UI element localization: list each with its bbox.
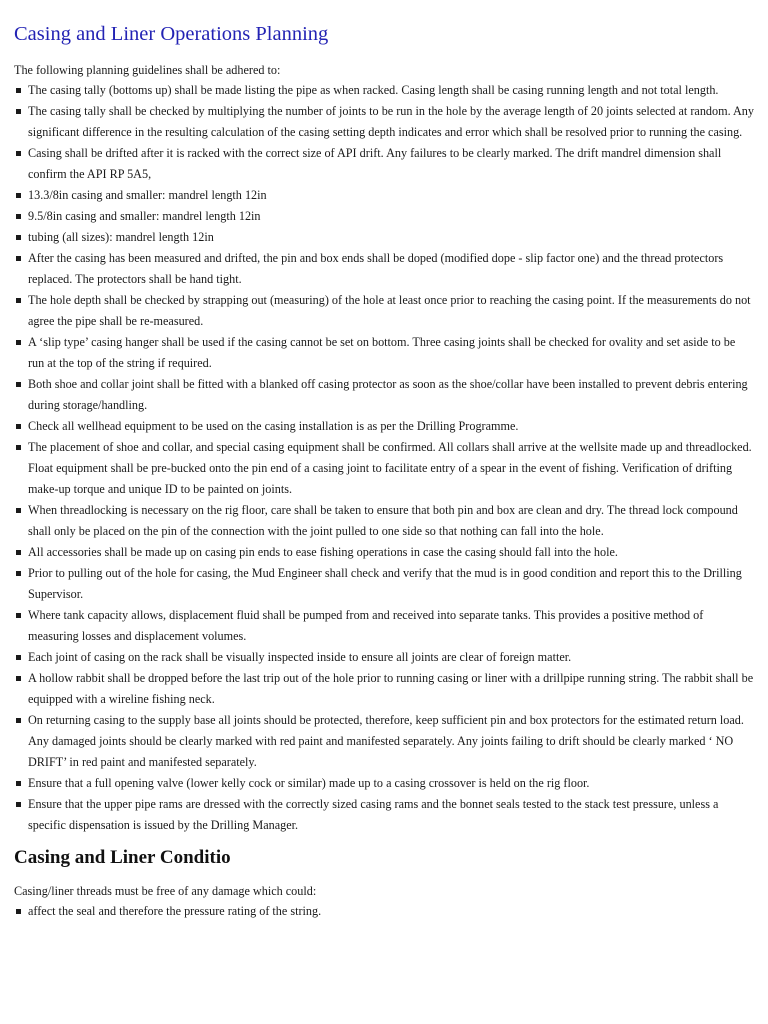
bullet-square-icon <box>16 235 21 240</box>
list-item: The hole depth shall be checked by strapping out (measuring) of the hole at least once prior to reaching the casing point. If the measurements do not agree the pipe shall be re-measured. <box>14 290 754 332</box>
bullet-square-icon <box>16 298 21 303</box>
mandrel-length-list <box>14 185 754 248</box>
list-item: On returning casing to the supply base all joints should be protected, therefore, keep sufficient pin and box protectors for the estimated return load. Any damaged joints should be clearly marked with red paint and manifested separately. Any joints failing to drift should be clearly marked ‘ NO DRIFT’ in red paint and manifested separately. <box>14 710 754 773</box>
list-item: Both shoe and collar joint shall be fitted with a blanked off casing protector as soon as the shoe/collar have been installed to prevent debris entering during storage/handling. <box>14 374 754 416</box>
bullet-square-icon <box>16 424 21 429</box>
list-item: Check all wellhead equipment to be used on the casing installation is as per the Drilling Programme. <box>14 416 754 437</box>
bullet-square-icon <box>16 193 21 198</box>
bullet-square-icon <box>16 781 21 786</box>
list-item: 13.3/8in casing and smaller: mandrel length 12in <box>14 185 754 206</box>
list-item: Ensure that a full opening valve (lower kelly cock or similar) made up to a casing crossover is held on the rig floor. <box>14 773 754 794</box>
guidelines-list-b <box>14 248 754 836</box>
bullet-square-icon <box>16 718 21 723</box>
bullet-square-icon <box>16 909 21 914</box>
list-item: 9.5/8in casing and smaller: mandrel length 12in <box>14 206 754 227</box>
bullet-square-icon <box>16 550 21 555</box>
list-item: A ‘slip type’ casing hanger shall be used if the casing cannot be set on bottom. Three casing joints shall be checked for ovality and set aside to be run at the top of the string if required. <box>14 332 754 374</box>
list-item: Where tank capacity allows, displacement fluid shall be pumped from and received into separate tanks. This provides a positive method of measuring losses and displacement volumes. <box>14 605 754 647</box>
section-intro-text: Casing/liner threads must be free of any damage which could: <box>14 884 317 898</box>
bullet-square-icon <box>16 88 21 93</box>
list-item: All accessories shall be made up on casing pin ends to ease fishing operations in case the casing should fall into the hole. <box>14 542 754 563</box>
bullet-square-icon <box>16 571 21 576</box>
bullet-square-icon <box>16 340 21 345</box>
bullet-square-icon <box>16 445 21 450</box>
list-item: tubing (all sizes): mandrel length 12in <box>14 227 754 248</box>
bullet-square-icon <box>16 676 21 681</box>
bullet-square-icon <box>16 214 21 219</box>
guidelines-list-a <box>14 80 754 185</box>
list-item: The placement of shoe and collar, and special casing equipment shall be confirmed. All collars shall arrive at the wellsite made up and threadlocked. Float equipment shall be pre-bucked onto the pin end of a casing joint to facilitate entry of a spear in the event of fishing. Verification of drifting make-up torque and unique ID to be painted on joints. <box>14 437 754 500</box>
list-item: Prior to pulling out of the hole for casing, the Mud Engineer shall check and verify that the mud is in good condition and report this to the Drilling Supervisor. <box>14 563 754 605</box>
bullet-square-icon <box>16 802 21 807</box>
page-title: Casing and Liner Operations Planning <box>14 23 329 45</box>
list-item: The casing tally (bottoms up) shall be made listing the pipe as when racked. Casing length shall be casing running length and not total length. <box>14 80 754 101</box>
bullet-square-icon <box>16 256 21 261</box>
list-item: When threadlocking is necessary on the rig floor, care shall be taken to ensure that both pin and box are clean and dry. The thread lock compound shall only be placed on the pin of the connection with the joint pulled to one side so that nothing can fall into the hole. <box>14 500 754 542</box>
intro-text: The following planning guidelines shall be adhered to: <box>14 63 281 77</box>
bullet-square-icon <box>16 655 21 660</box>
bullet-square-icon <box>16 613 21 618</box>
bullet-square-icon <box>16 508 21 513</box>
bullet-square-icon <box>16 382 21 387</box>
thread-damage-list <box>14 901 754 922</box>
bullet-square-icon <box>16 109 21 114</box>
list-item: A hollow rabbit shall be dropped before the last trip out of the hole prior to running casing or liner with a drillpipe running string. The rabbit shall be equipped with a wireline fishing neck. <box>14 668 754 710</box>
list-item: Casing shall be drifted after it is racked with the correct size of API drift. Any failures to be clearly marked. The drift mandrel dimension shall confirm the API RP 5A5, <box>14 143 754 185</box>
section-heading: Casing and Liner Conditio <box>14 847 231 868</box>
bullet-square-icon <box>16 151 21 156</box>
list-item: After the casing has been measured and drifted, the pin and box ends shall be doped (modified dope - slip factor one) and the thread protectors replaced. The protectors shall be hand tight. <box>14 248 754 290</box>
list-item: Ensure that the upper pipe rams are dressed with the correctly sized casing rams and the bonnet seals tested to the stack test pressure, unless a specific dispensation is issued by the Drilling Manager. <box>14 794 754 836</box>
list-item: The casing tally shall be checked by multiplying the number of joints to be run in the hole by the average length of 20 joints selected at random. Any significant difference in the resulting calculation of the casing setting depth indicates and error which shall be resolved prior to running the casing. <box>14 101 754 143</box>
list-item: affect the seal and therefore the pressure rating of the string. <box>14 901 754 922</box>
list-item: Each joint of casing on the rack shall be visually inspected inside to ensure all joints are clear of foreign matter. <box>14 647 754 668</box>
